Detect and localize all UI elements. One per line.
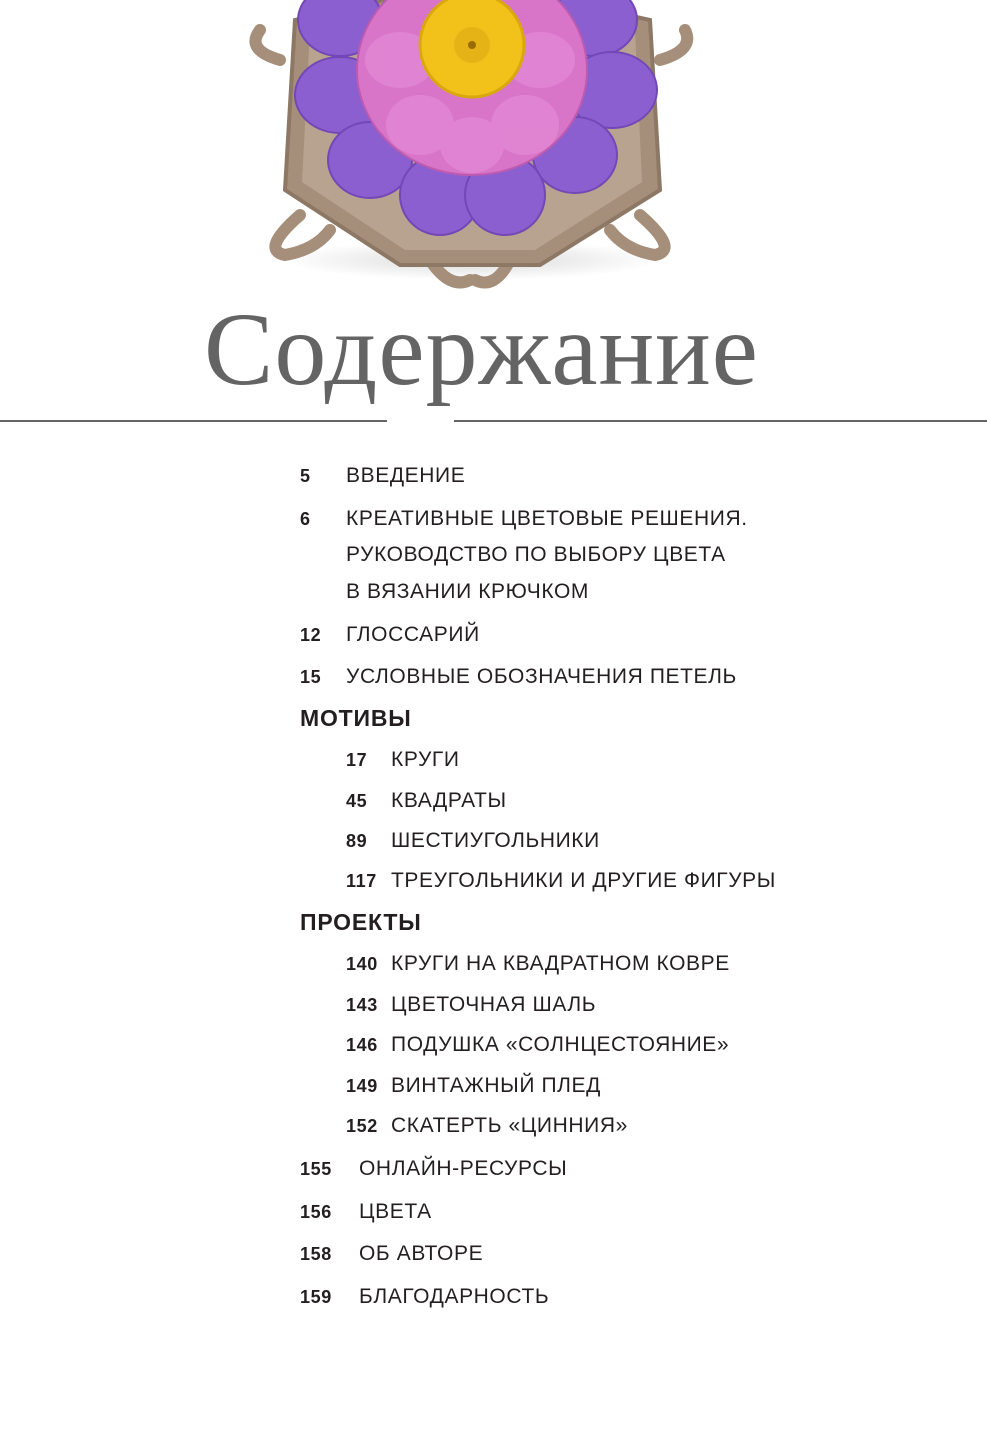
toc-section-projects: ПРОЕКТЫ <box>300 909 422 935</box>
toc-entry-label: ВИНТАЖНЫЙ ПЛЕД <box>391 1074 601 1097</box>
toc-entry-label: КРУГИ НА КВАДРАТНОМ КОВРЕ <box>391 952 730 975</box>
toc-page-number: 89 <box>346 831 368 851</box>
toc-page-number: 5 <box>300 466 311 486</box>
toc-page-number: 17 <box>346 750 368 770</box>
toc-entry-label: СКАТЕРТЬ «ЦИННИЯ» <box>391 1114 628 1137</box>
toc-entry-label: БЛАГОДАРНОСТЬ <box>359 1285 550 1308</box>
toc-page-number: 146 <box>346 1035 378 1055</box>
toc-entry-label: ПОДУШКА «СОЛНЦЕСТОЯНИЕ» <box>391 1033 730 1056</box>
toc-page-number: 12 <box>300 625 322 645</box>
toc-page-number: 158 <box>300 1244 332 1264</box>
toc-page-number: 6 <box>300 509 311 529</box>
toc-page-number: 45 <box>346 791 368 811</box>
toc-entry-label: КРУГИ <box>391 748 460 771</box>
toc-page-number: 140 <box>346 954 378 974</box>
toc-entry-label: ТРЕУГОЛЬНИКИ И ДРУГИЕ ФИГУРЫ <box>391 869 776 892</box>
toc-page-number: 15 <box>300 667 322 687</box>
title-rule-left <box>0 420 387 422</box>
crochet-motif-image <box>240 0 700 300</box>
page-title-text: Содержание <box>204 292 759 407</box>
toc-page-number: 149 <box>346 1076 378 1096</box>
toc-entry-label: КВАДРАТЫ <box>391 789 507 812</box>
toc-page-number: 155 <box>300 1159 332 1179</box>
toc-entry-label: ОБ АВТОРЕ <box>359 1242 484 1265</box>
toc-entry-label: ЦВЕТОЧНАЯ ШАЛЬ <box>391 993 597 1016</box>
toc-page-number: 156 <box>300 1202 332 1222</box>
toc-entry-label: ЦВЕТА <box>359 1200 432 1223</box>
toc-entry-label: ШЕСТИУГОЛЬНИКИ <box>391 829 600 852</box>
page-title <box>0 292 987 407</box>
toc-page-number: 143 <box>346 995 378 1015</box>
toc-entry-label: ВВЕДЕНИЕ <box>346 464 466 487</box>
toc-page-number: 159 <box>300 1287 332 1307</box>
toc-entry-label-line-2: РУКОВОДСТВО ПО ВЫБОРУ ЦВЕТА <box>346 543 726 566</box>
toc-entry-label-line-1: КРЕАТИВНЫЕ ЦВЕТОВЫЕ РЕШЕНИЯ. <box>346 507 748 530</box>
toc-section-motifs: МОТИВЫ <box>300 705 412 731</box>
toc-entry-label-line-3: В ВЯЗАНИИ КРЮЧКОМ <box>346 580 589 603</box>
toc-entry-label: ГЛОССАРИЙ <box>346 623 480 646</box>
toc-entry-label: ОНЛАЙН-РЕСУРСЫ <box>359 1157 568 1180</box>
toc-entry-label: УСЛОВНЫЕ ОБОЗНАЧЕНИЯ ПЕТЕЛЬ <box>346 665 737 688</box>
toc-page-number: 117 <box>346 871 377 891</box>
toc-page-number: 152 <box>346 1116 378 1136</box>
title-rule-right <box>454 420 987 422</box>
